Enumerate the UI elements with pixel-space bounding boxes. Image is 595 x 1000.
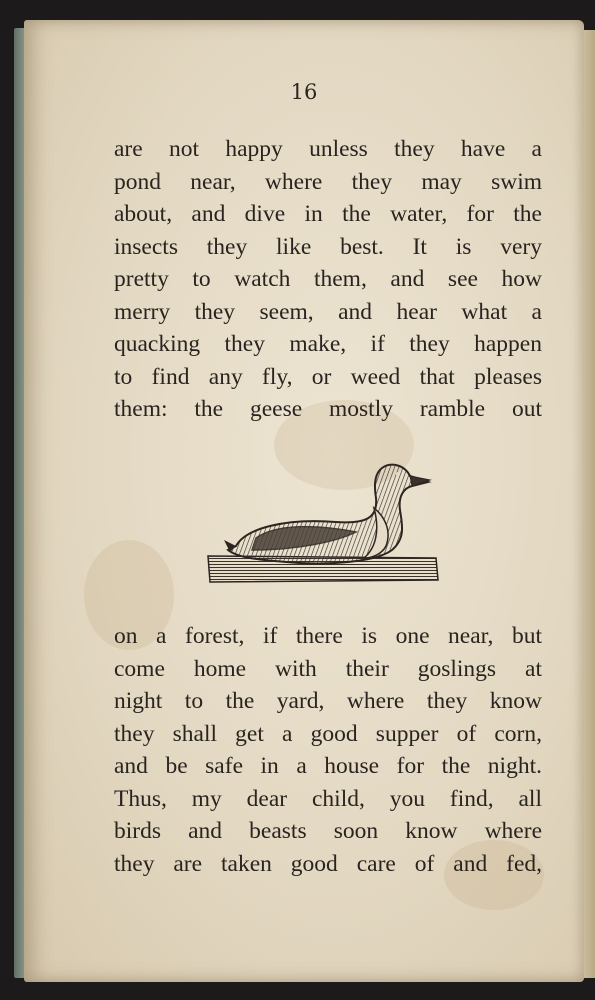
page-number: 16	[290, 80, 318, 104]
text-line: birds and beasts soon know where	[114, 818, 542, 844]
text-block-bottom	[114, 620, 542, 880]
text-line: and be safe in a house for the night.	[114, 753, 542, 779]
duck-woodcut-icon	[206, 458, 441, 588]
text-line: to find any fly, or weed that pleases	[114, 363, 542, 390]
text-line: come home with their goslings at	[114, 655, 542, 682]
text-line: pretty to watch them, and see how	[114, 266, 542, 292]
text-line: quacking they make, if they happen	[114, 331, 542, 357]
text-line: they are taken good care of and fed,	[114, 850, 542, 877]
text-line: insects they like best. It is very	[114, 233, 542, 260]
text-line: merry they seem, and hear what a	[114, 298, 542, 325]
text-block-top	[114, 133, 542, 426]
text-line: they shall get a good supper of corn,	[114, 720, 542, 747]
text-line: them: the geese mostly ramble out	[114, 396, 542, 422]
book-page	[24, 20, 584, 982]
text-line: on a forest, if there is one near, but	[114, 623, 542, 649]
text-line: are not happy unless they have a	[114, 136, 542, 162]
text-line: about, and dive in the water, for the	[114, 201, 542, 227]
text-line: pond near, where they may swim	[114, 168, 542, 195]
text-line: night to the yard, where they know	[114, 688, 542, 714]
text-line: Thus, my dear child, you find, all	[114, 785, 542, 812]
